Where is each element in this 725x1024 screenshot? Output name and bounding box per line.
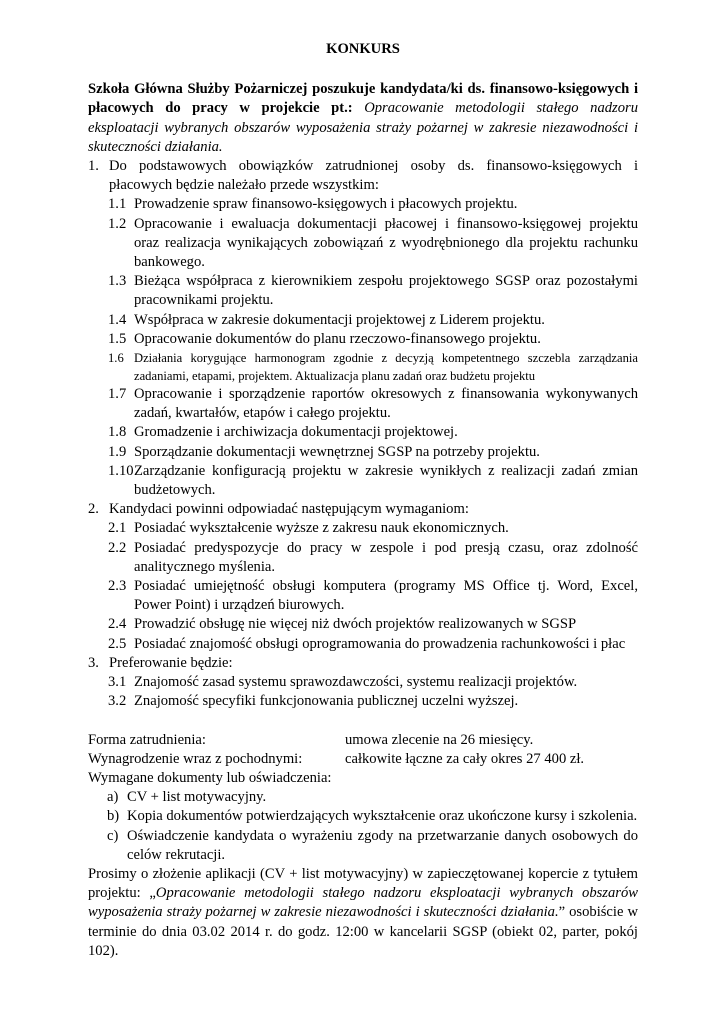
item-number: 3.1 [108, 674, 127, 691]
list-item [88, 443, 638, 462]
document-page [88, 40, 638, 961]
employment-value: umowa zlecenie na 26 miesięcy. [345, 731, 534, 748]
item-text: Znajomość specyfiki funkcjonowania publicznej uczelni wyższej. [134, 693, 519, 710]
list-item [88, 692, 638, 711]
document-item [88, 788, 638, 807]
item-text: Posiadać predyspozycje do pracy w zespole i pod presją czasu, oraz zdolność analitycznego myślenia. [134, 539, 638, 575]
closing-part1: Prosimy o złożenie aplikacji (CV + list motywacyjny) w zapieczętowanej kopercie z tytułem projektu: „ [88, 865, 638, 902]
item-number: 1.9 [108, 443, 127, 460]
item-text: Posiadać znajomość obsługi oprogramowania do prowadzenia rachunkowości i płac [134, 635, 626, 652]
item-number: 2.4 [108, 616, 127, 633]
list-item [88, 349, 638, 385]
item-number: 1.4 [108, 311, 127, 328]
item-number: 2.1 [108, 520, 127, 537]
item-text: Posiadać umiejętność obsługi komputera (programy MS Office tj. Word, Excel, Power Point) i urządzeń biurowych. [134, 578, 638, 614]
item-number: 1.6 [108, 351, 124, 366]
item-number: 1.2 [108, 215, 127, 232]
sections-list [88, 157, 638, 711]
intro-bold: Szkoła Główna Służby Pożarniczej poszukuje kandydata/ki ds. finansowo-księgowych i płacowych do pracy w projekcie pt.: [88, 81, 638, 117]
list-item [88, 215, 638, 273]
document-item [88, 827, 638, 865]
item-text: Posiadać wykształcenie wyższe z zakresu nauk ekonomicznych. [134, 520, 509, 537]
section-heading: Do podstawowych obowiązków zatrudnionej osoby ds. finansowo-księgowych i płacowych będzie należało przede wszystkim: [109, 158, 638, 194]
closing-project-title: Opracowanie metodologii stałego nadzoru eksploatacji wybranych obszarów wyposażenia straży pożarnej w zakresie niezawodności i skuteczności działania. [88, 885, 638, 921]
list-item [88, 539, 638, 577]
list-item [88, 673, 638, 692]
document-letter: a) [107, 789, 119, 806]
section-items [88, 195, 638, 500]
item-text: Opracowanie i ewaluacja dokumentacji płacowej i finansowo-księgowej projektu oraz realizacja wynikających zobowiązań z wyodrębnionego dla projektu rachunku bankowego. [134, 215, 638, 271]
list-item [88, 635, 638, 654]
documents-heading: Wymagane dokumenty lub oświadczenia: [88, 769, 332, 786]
item-number: 1.3 [108, 273, 127, 290]
item-number: 1.10 [108, 462, 134, 479]
section-number: 3. [88, 654, 99, 671]
item-text: Współpraca w zakresie dokumentacji projektowej z Liderem projektu. [134, 311, 545, 328]
item-text: Opracowanie dokumentów do planu rzeczowo-finansowego projektu. [134, 330, 541, 347]
item-number: 1.8 [108, 424, 127, 441]
item-number: 1.5 [108, 330, 127, 347]
documents-list [88, 788, 638, 865]
item-text: Sporządzanie dokumentacji wewnętrznej SGSP na potrzeby projektu. [134, 443, 540, 460]
item-number: 3.2 [108, 693, 127, 710]
section-number: 1. [88, 158, 99, 175]
section-heading: Kandydaci powinni odpowiadać następującym wymaganiom: [109, 501, 469, 518]
document-item [88, 807, 638, 826]
intro-project-title: Opracowanie metodologii stałego nadzoru eksploatacji wybranych obszarów wyposażenia straży pożarnej w zakresie niezawodności i skuteczności działania. [88, 100, 639, 155]
item-text: Gromadzenie i archiwizacja dokumentacji projektowej. [134, 424, 458, 441]
section-number: 2. [88, 501, 99, 518]
item-text: Działania korygujące harmonogram zgodnie z decyzją kompetentnego szczebla zarządzania zadaniami, etapami, projektem. Aktualizacja planu zadań oraz budżetu projektu [134, 351, 638, 384]
employment-row [88, 731, 638, 750]
closing-part2: ” osobiście w terminie do dnia 03.02 2014 r. do godz. 12:00 w kancelarii SGSP (obiekt 02, parter, pokój 102). [88, 904, 638, 959]
closing-paragraph [88, 865, 638, 961]
section-heading: Preferowanie będzie: [109, 654, 233, 671]
salary-value: całkowite łączne za cały okres 27 400 zł. [345, 750, 585, 767]
item-text: Prowadzenie spraw finansowo-księgowych i płacowych projektu. [134, 196, 518, 213]
item-number: 2.5 [108, 635, 127, 652]
list-item [88, 462, 638, 500]
list-item [88, 385, 638, 423]
item-number: 1.7 [108, 386, 127, 403]
section-2 [88, 500, 638, 519]
item-text: Zarządzanie konfiguracją projektu w zakresie wynikłych z realizacji zadań zmian budżetowych. [134, 462, 638, 499]
document-letter: c) [107, 827, 119, 844]
section-items [88, 519, 638, 653]
item-text: Znajomość zasad systemu sprawozdawczości, systemu realizacji projektów. [134, 674, 578, 691]
item-number: 2.2 [108, 539, 127, 556]
list-item [88, 195, 638, 214]
item-text: Bieżąca współpraca z kierownikiem zespołu projektowego SGSP oraz pozostałymi pracownikami projektu. [134, 273, 638, 309]
list-item [88, 615, 638, 634]
list-item [88, 330, 638, 349]
document-title: KONKURS [326, 41, 400, 57]
item-text: Opracowanie i sporządzenie raportów okresowych z finansowania wykonywanych zadań, kwartałów, etapów i całego projektu. [134, 386, 638, 422]
section-3 [88, 654, 638, 673]
list-item [88, 577, 638, 615]
document-text: Oświadczenie kandydata o wyrażeniu zgody na przetwarzanie danych osobowych do celów rekrutacji. [127, 827, 638, 863]
list-item [88, 272, 638, 310]
item-number: 1.1 [108, 196, 127, 213]
section-items [88, 673, 638, 711]
item-text: Prowadzić obsługę nie więcej niż dwóch projektów realizowanych w SGSP [134, 616, 577, 633]
intro-paragraph [88, 80, 638, 157]
list-item [88, 311, 638, 330]
document-letter: b) [107, 808, 120, 825]
section-1 [88, 157, 638, 195]
salary-label: Wynagrodzenie wraz z pochodnymi: [88, 750, 303, 767]
document-text: Kopia dokumentów potwierdzających wykształcenie oraz ukończone kursy i szkolenia. [127, 808, 638, 825]
employment-label: Forma zatrudnienia: [88, 731, 206, 748]
list-item [88, 423, 638, 442]
item-number: 2.3 [108, 578, 127, 595]
document-text: CV + list motywacyjny. [127, 789, 267, 806]
salary-row [88, 750, 638, 769]
list-item [88, 519, 638, 538]
